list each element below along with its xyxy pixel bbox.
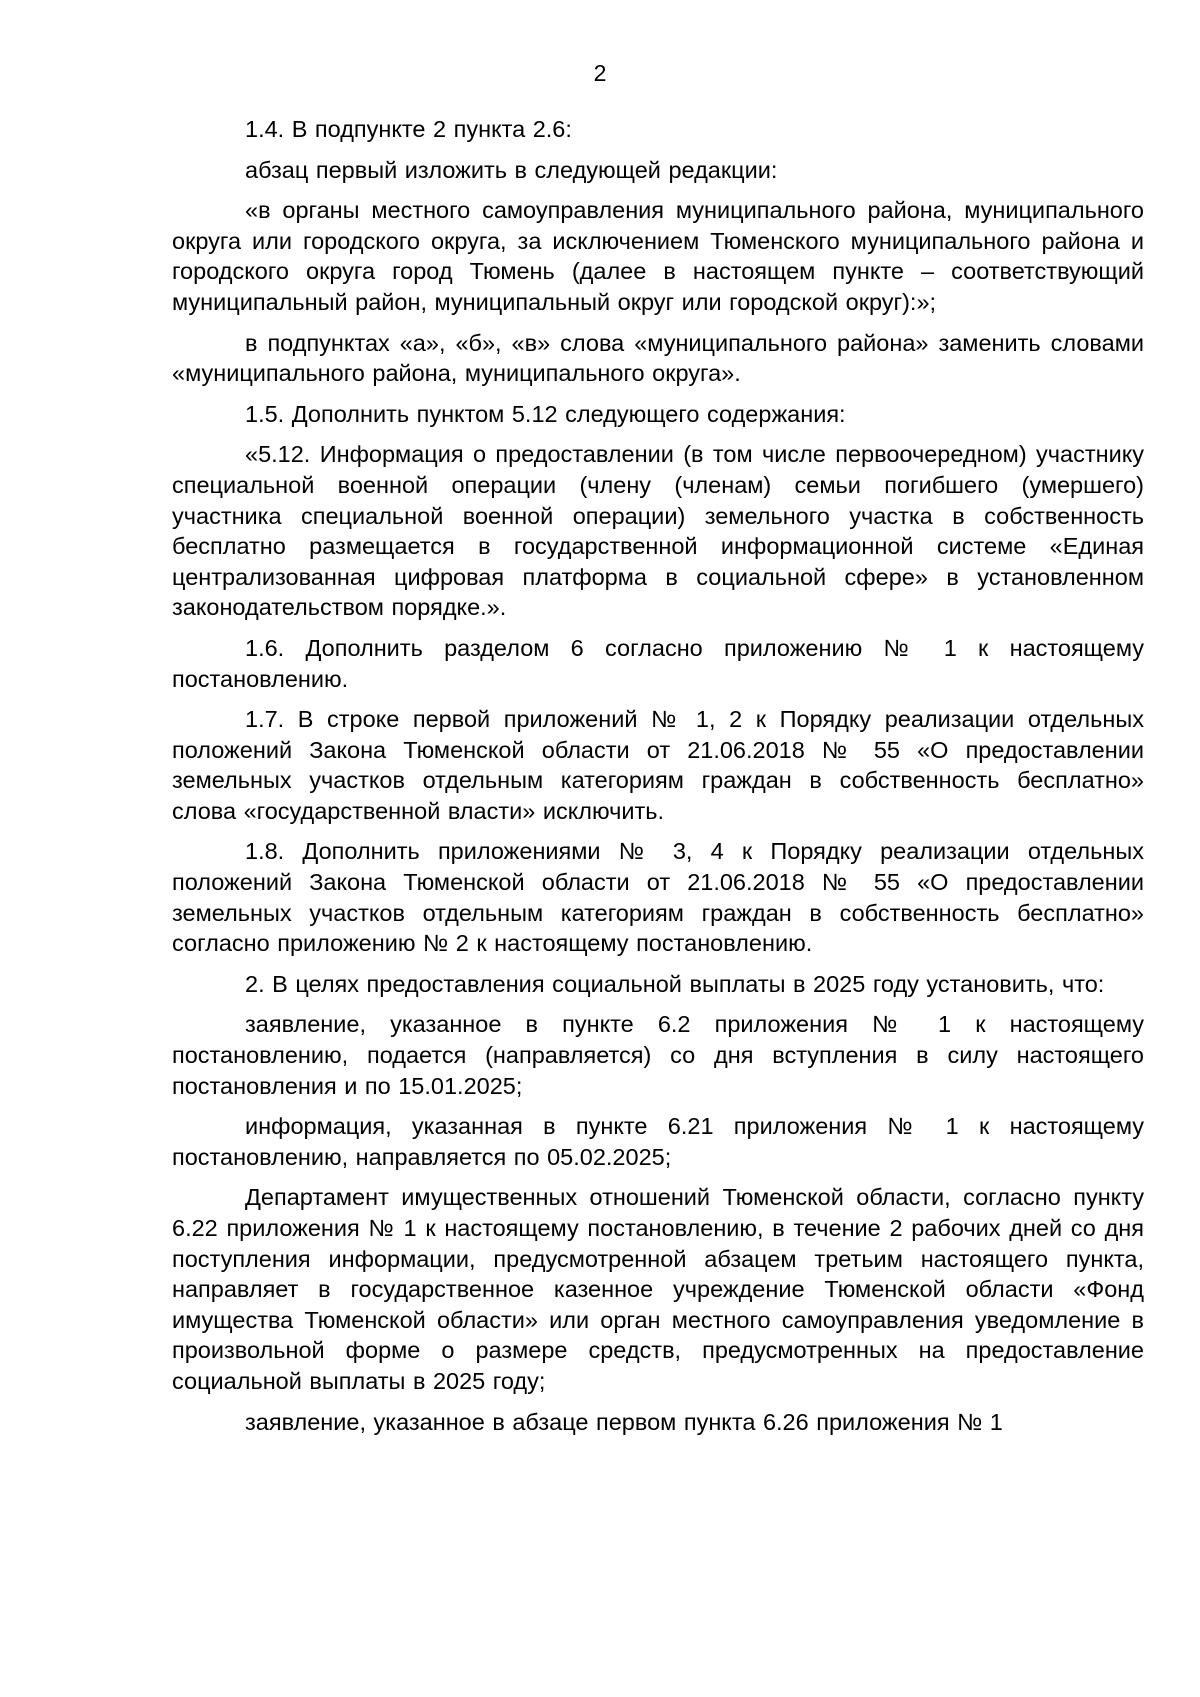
paragraph-2: 2. В целях предоставления социальной выплаты в 2025 году установить, что: xyxy=(245,970,1105,997)
paragraph-zayavlenie-6-2: заявление, указанное в пункте 6.2 приложения № 1 к настоящему постановлению, подается (направляется) со дня вступления в силу настоящего постановления и по 15.01.2025; xyxy=(172,1011,1144,1099)
paragraph-1-7: 1.7. В строке первой приложений № 1, 2 к Порядку реализации отдельных положений Закона Тюменской области от 21.06.2018 № 55 «О предоставлении земельных участков отдельным категориям граждан в собственность бесплатно» слова «государственной власти» исключить. xyxy=(172,706,1144,824)
page-number: 2 xyxy=(593,60,607,86)
paragraph-5-12: «5.12. Информация о предоставлении (в том числе первоочередном) участнику специальной военной операции (члену (членам) семьи погибшего (умершего) участника специальной военной операции) земельного участка в собственность бесплатно размещается в государственной информационной системе «Единая централизованная цифровая платформа в социальной сфере» в установленном законодательством порядке.». xyxy=(172,441,1144,621)
paragraph-1-4: 1.4. В подпункте 2 пункта 2.6: xyxy=(245,116,572,142)
paragraph-zayavlenie-6-26: заявление, указанное в абзаце первом пункта 6.26 приложения № 1 xyxy=(245,1408,1003,1435)
paragraph-quote-organy: «в органы местного самоуправления муниципального района, муниципального округа или городского округа, за исключением Тюменского муниципального района и городского округа город Тюмень (далее в настоящем пункте – соответствующий муниципальный район, муниципальный округ или городской округ):»; xyxy=(172,197,1144,315)
paragraph-podpunkty: в подпунктах «а», «б», «в» слова «муниципального района» заменить словами «муниципального района, муниципального округа». xyxy=(172,329,1144,387)
paragraph-1-8: 1.8. Дополнить приложениями № 3, 4 к Порядку реализации отдельных положений Закона Тюменской области от 21.06.2018 № 55 «О предоставлении земельных участков отдельным категориям граждан в собственность бесплатно» согласно приложению № 2 к настоящему постановлению. xyxy=(172,838,1144,957)
paragraph-1-5: 1.5. Дополнить пунктом 5.12 следующего содержания: xyxy=(245,400,846,427)
paragraph-informaciya-6-21: информация, указанная в пункте 6.21 приложения № 1 к настоящему постановлению, направляется по 05.02.2025; xyxy=(172,1113,1144,1170)
paragraph-1-6: 1.6. Дополнить разделом 6 согласно приложению № 1 к настоящему постановлению. xyxy=(172,634,1144,692)
paragraph-abzac-first: абзац первый изложить в следующей редакции: xyxy=(245,156,778,183)
paragraph-departament: Департамент имущественных отношений Тюменской области, согласно пункту 6.22 приложения № 1 к настоящему постановлению, в течение 2 рабочих дней со дня поступления информации, предусмотренной абзацем третьим настоящего пункта, направляет в государственное казенное учреждение Тюменской области «Фонд имущества Тюменской области» или орган местного самоуправления уведомление в произвольной форме о размере средств, предусмотренных на предоставление социальной выплаты в 2025 году; xyxy=(172,1184,1144,1394)
document-body xyxy=(172,114,1144,1437)
